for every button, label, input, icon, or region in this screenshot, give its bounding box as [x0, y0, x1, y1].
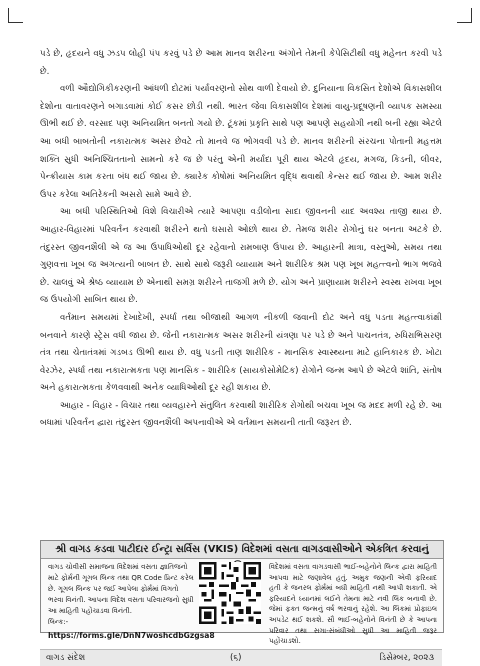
banner-right-text: વિદેશમાં વસતા વાગડવાસી ભાઈ-બહેનોને લિન્ક દ્વારા માહિતી આપવા માટે જણાવેલ હતું. અમુક જણની એવી ફરિયાદ હતી કે જનરલ ફોર્મમાં બધી માહિતી નથી આપી શકાતી. એ ફરિયાદને ધ્યાનમાં લઈને તેમના માટે નવી લિંક બનાવી છે. જેમાં ફક્ત જન્મનું વર્ષ ભરવાનું રહેશે. આ લિંકમાં પ્રોફાઇલ અપડેટ થઈ શકશે. સૌ ભાઈ-બહેનોને વિનંતી છે કે આપના પરિવાર તથા સગા-સંબંધીઓ સુધી આ માહિતી જરૂર પહોંચાડશો.	[269, 563, 437, 646]
paragraph-3: વર્તમાન સમયમાં દેખાદેખી, સ્પર્ધા તથા બીજાથી આગળ નીકળી જવાની દોટ અને વધુ પડતા મહત્ત્વાકાંક્ષી બનવાને કારણે સ્ટ્રેસ વધી જાય છે. જેની નકારાત્મક અસર શરીરની યંત્રણા પર પડે છે અને પાચનતંત્ર, રુધિરાભિસરણ તંત્ર તથા ચેતાતંત્રમાં ગડબડ ઊભી થાય છે. વધુ પડતી તાણ શારીરિક - માનસિક સ્વાસ્થ્યના માટે હાનિકારક છે. ખોટા વેરઝેર, સ્પર્ધા તથા નકારાત્મકતા પણ માનસિક - શારીરિક (સાયકોસોમેટિક) રોગોને જન્મ આપે છે એટલે શાંતિ, સંતોષ અને હકારાત્મકતા કેળવવાથી અનેક વ્યાધિઓથી દૂર રહી શકાય છે.	[40, 312, 442, 394]
qr-code-icon[interactable]	[199, 562, 261, 624]
form-link[interactable]: https://forms.gle/DnN7woshcdbGzgsa8	[48, 631, 215, 640]
paragraph-2: આ બધી પરિસ્થિતિઓ વિશે વિચારીએ ત્યારે આપણા વડીલોના સાદા જીવનની યાદ અવશ્ય તાજી થાય છે. આહાર-વિહારમાં પરિવર્તન કરવાથી શરીરને થતો ઘસારો ઓછો થાય છે. તેમજ શરીર રોગોનું ઘર બનતા અટકે છે. તંદુરસ્ત જીવનશૈલી એ જ આ ઉપાધિઓથી દૂર રહેવાનો રામબાણ ઉપાય છે. આહારની માત્રા, વસ્તુઓ, સમય તથા ગુણવત્તા ખૂબ જ અગત્યની બાબત છે. સાથે સાથે જરૂરી વ્યાયામ અને શારીરિક શ્રમ પણ ખૂબ મહત્ત્વનો ભાગ ભજવે છે. ચાલવું એ શ્રેષ્ઠ વ્યાયામ છે એનાથી સમગ્ર શરીરને તાજગી મળે છે. યોગ અને પ્રાણાયામ શરીરને સ્વસ્થ રાખવા ખૂબ જ ઉપયોગી સાબિત થાય છે.	[40, 207, 442, 306]
banner-link-label: લિન્ક:-	[48, 618, 69, 626]
paragraph-4: આહાર - વિહાર - વિચાર તથા વ્યવહારને સંતુલિત કરવાથી શારીરિક રોગોથી બચવા ખૂબ જ મદદ મળી રહે છે. આ બધામાં પરિવર્તન દ્વારા તંદુરસ્ત જીવનશૈલી અપનાવીએ એ વર્તમાન સમયની તાતી જરૂરત છે.	[40, 400, 442, 429]
banner-left-paragraph: વાગડ ચોવીસી સમાજના વિદેશમાં વસતા જ્ઞાતિજનો માટે ફોર્મની ગૂગલ લિન્ક તથા QR Code પ્રિન્ટ કરેલ છે. ગૂગલ લિન્ક પર જઈ આપેલા ફોર્મમાં વિગતો ભરવા વિનંતી. આપના વિદેશ વસતા પરિવારજનો સુધી આ માહિતી પહોંચાડવા વિનંતી.	[48, 563, 194, 615]
banner-title: શ્રી વાગડ કડવા પાટીદાર ઈન્ટ્રા સર્વિસ (VKIS) વિદેશમાં વસતા વાગડવાસીઓને એકત્રિત કરવાનું	[41, 541, 443, 559]
campaign-banner	[40, 540, 444, 646]
crop-mark-top-left	[8, 8, 23, 23]
banner-left-text	[48, 562, 215, 641]
paragraph-0: પડે છે, હૃદયને વધુ ઝડપ લોહી પંપ કરવું પડે છે આમ માનવ શરીરના અંગોને તેમની કેપેસિટીથી વધુ મહેનત કરવી પડે છે.	[40, 49, 442, 77]
crop-mark-top-right	[457, 8, 472, 23]
paragraph-1: વળી ઔદ્યોગિકીકરણની આંધળી દોટમાં પર્યાવરણનો સોથ વાળી દેવાયો છે. દુનિયાના વિકસિત દેશોએ વિકાસશીલ દેશોના વાતાવરણને બગાડવામાં કોઈ કસર છોડી નથી. ભારત જેવા વિકાસશીલ દેશમાં વાયુ-પ્રદૂષણની વ્યાપક સમસ્યા ઊભી થઈ છે. વરસાદ પણ અનિયમિત બનતો ગયો છે. ટૂંકમાં પ્રકૃતિ સાથે પણ આપણે સહયોગી નથી બની રહ્યા એટલે આ બધી બાબતોની નકારાત્મક અસર છેવટે તો માનવે જ ભોગવવી પડે છે. માનવ શરીરની સંરચના પોતાની મહત્તમ શક્તિ સુધી અનિશ્ચિતતાનો સામનો કરે જ છે પરંતુ એની મર્યાદા પૂરી થાય એટલે હૃદય, મગજ, કિડની, લીવર, પેન્ક્રીયાસ કામ કરતા બંધ થઈ જાય છે. ક્યારેક કોષોમાં અનિયમિત વૃદ્ધિ થવાથી કેન્સર થઈ જાય છે. આમ શરીર ઉપર કરેલા અતિરેકની અસરો સામે આવે છે.	[40, 84, 442, 200]
footer-page-number: (૬)	[230, 653, 242, 663]
page-footer	[40, 649, 442, 666]
footer-magazine-name: વાગડ સંદેશ	[46, 653, 86, 663]
article-body	[40, 46, 442, 433]
footer-date: ડિસેમ્બર, ૨૦૨૩	[379, 653, 434, 663]
